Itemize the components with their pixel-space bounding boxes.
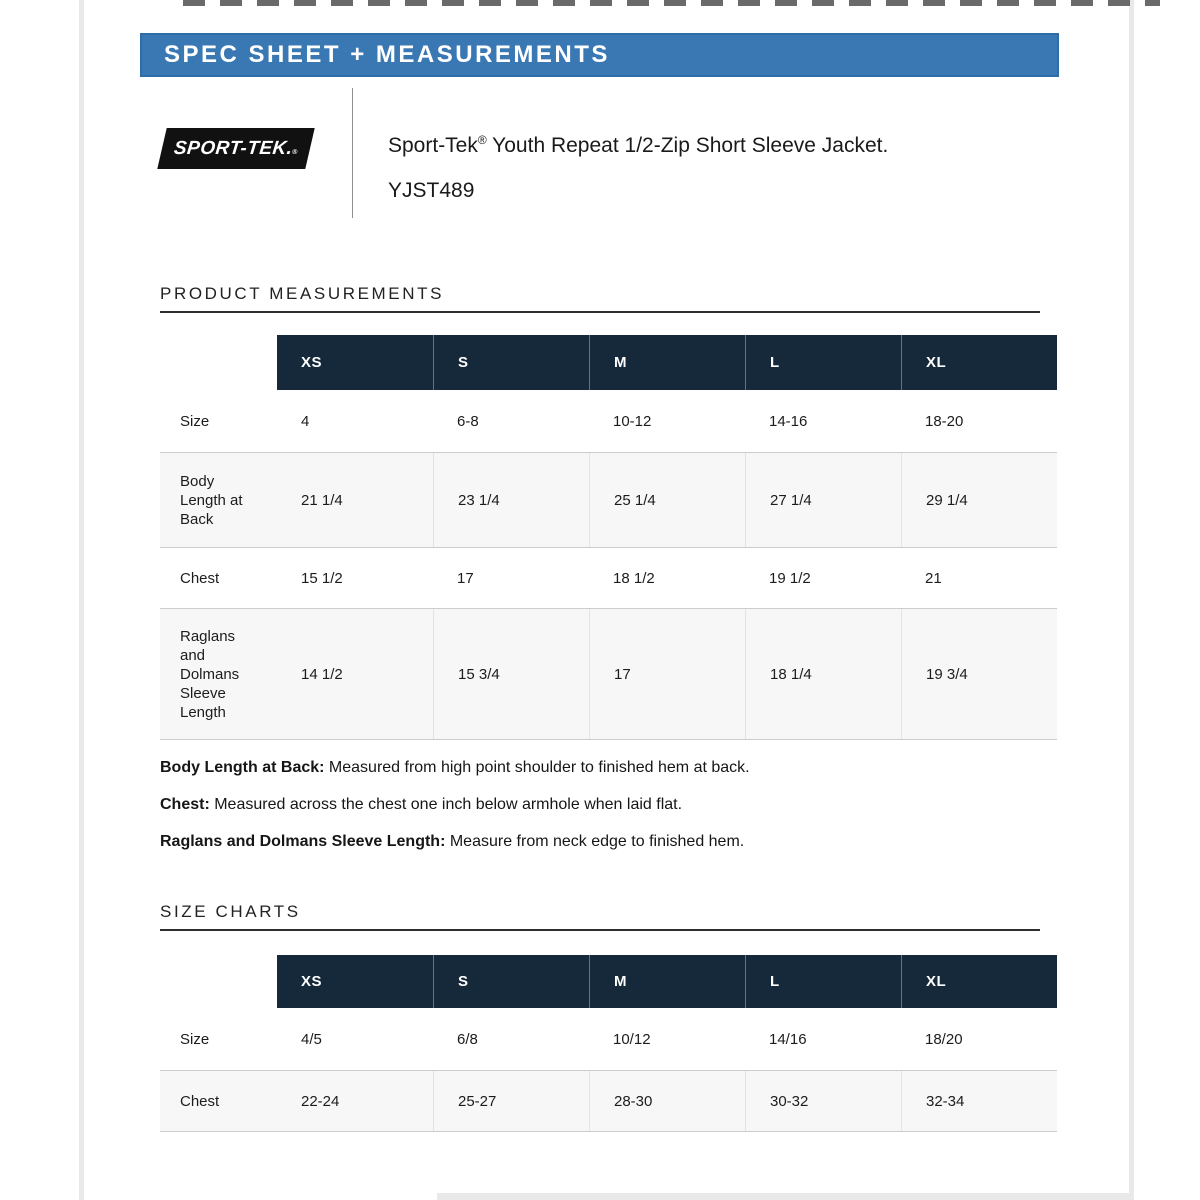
table-cell: 10-12: [613, 412, 652, 430]
page-right-edge: [1129, 0, 1134, 1200]
table-cell: 18 1/4: [745, 609, 901, 739]
row-label: Size: [180, 412, 210, 430]
table-cell: 15 3/4: [433, 609, 589, 739]
table-cell: 28-30: [589, 1071, 745, 1131]
logo-text: SPORT-TEK.: [172, 137, 294, 159]
cropped-top-content: [183, 0, 1160, 6]
table-cell: 25-27: [433, 1071, 589, 1131]
table-cell: 32-34: [901, 1071, 1057, 1131]
table-cell: 25 1/4: [589, 453, 745, 547]
note-raglans: Raglans and Dolmans Sleeve Length: Measure from neck edge to finished hem.: [160, 833, 745, 850]
table-cell: 21: [925, 569, 942, 587]
table-cell: 14/16: [769, 1030, 807, 1048]
banner-title: SPEC SHEET + MEASUREMENTS: [164, 41, 610, 68]
table-row: [160, 452, 1057, 548]
table-cell: 17: [457, 569, 474, 587]
product-sku: YJST489: [388, 179, 475, 202]
measurement-notes: [160, 758, 1040, 869]
cropped-bottom-content: [437, 1193, 1133, 1200]
table-cell: 4: [301, 412, 310, 430]
column-header-m: M: [589, 955, 745, 1008]
table-cell: 22-24: [301, 1092, 340, 1110]
row-label: Chest: [180, 569, 220, 587]
column-header-xs: XS: [277, 335, 433, 390]
table-cell: 21 1/4: [301, 491, 343, 509]
column-header-l: L: [745, 955, 901, 1008]
row-label: Chest: [180, 1092, 220, 1110]
table-cell: 30-32: [745, 1071, 901, 1131]
table-cell: 10/12: [613, 1030, 651, 1048]
sport-tek-logo: [157, 128, 314, 169]
table-cell: 14-16: [769, 412, 808, 430]
table-cell: 6/8: [457, 1030, 478, 1048]
row-label: Body Length at Back: [180, 472, 243, 528]
table-cell: 17: [589, 609, 745, 739]
page-left-edge: [79, 0, 84, 1200]
table-row: [160, 548, 1057, 608]
table-row: [160, 390, 1057, 452]
table-cell: 18 1/2: [613, 569, 655, 587]
size-charts-heading: SIZE CHARTS: [160, 902, 1040, 931]
note-body-length: Body Length at Back: Measured from high point shoulder to finished hem at back.: [160, 759, 750, 776]
row-label: Size: [180, 1030, 210, 1048]
table-header-row: [160, 955, 1057, 1008]
table-cell: 23 1/4: [433, 453, 589, 547]
column-header-xl: XL: [901, 335, 1057, 390]
table-row: [160, 1008, 1057, 1070]
column-header-s: S: [433, 955, 589, 1008]
table-cell: 6-8: [457, 412, 479, 430]
column-header-xl: XL: [901, 955, 1057, 1008]
section-banner: [140, 33, 1059, 77]
table-cell: 19 1/2: [769, 569, 811, 587]
product-title: Sport-Tek® Youth Repeat 1/2-Zip Short Sleeve Jacket.: [388, 133, 889, 157]
logo-registered-mark: ®: [291, 148, 299, 156]
table-row: [160, 1070, 1057, 1132]
table-row: [160, 608, 1057, 740]
column-header-m: M: [589, 335, 745, 390]
column-header-l: L: [745, 335, 901, 390]
table-cell: 4/5: [301, 1030, 322, 1048]
table-cell: 15 1/2: [301, 569, 343, 587]
column-header-s: S: [433, 335, 589, 390]
column-header-xs: XS: [277, 955, 433, 1008]
registered-mark: ®: [477, 133, 487, 147]
table-cell: 14 1/2: [301, 665, 343, 683]
row-label: Raglans and Dolmans Sleeve Length: [180, 627, 240, 721]
table-cell: 19 3/4: [901, 609, 1057, 739]
table-cell: 27 1/4: [745, 453, 901, 547]
product-measurements-heading: PRODUCT MEASUREMENTS: [160, 284, 1040, 313]
table-cell: 29 1/4: [901, 453, 1057, 547]
table-cell: 18-20: [925, 412, 964, 430]
size-charts-table: [160, 955, 1057, 1132]
table-header-row: [160, 335, 1057, 390]
brand-divider: [352, 88, 353, 218]
product-measurements-table: [160, 335, 1057, 740]
table-cell: 18/20: [925, 1030, 963, 1048]
note-chest: Chest: Measured across the chest one inch below armhole when laid flat.: [160, 796, 683, 813]
